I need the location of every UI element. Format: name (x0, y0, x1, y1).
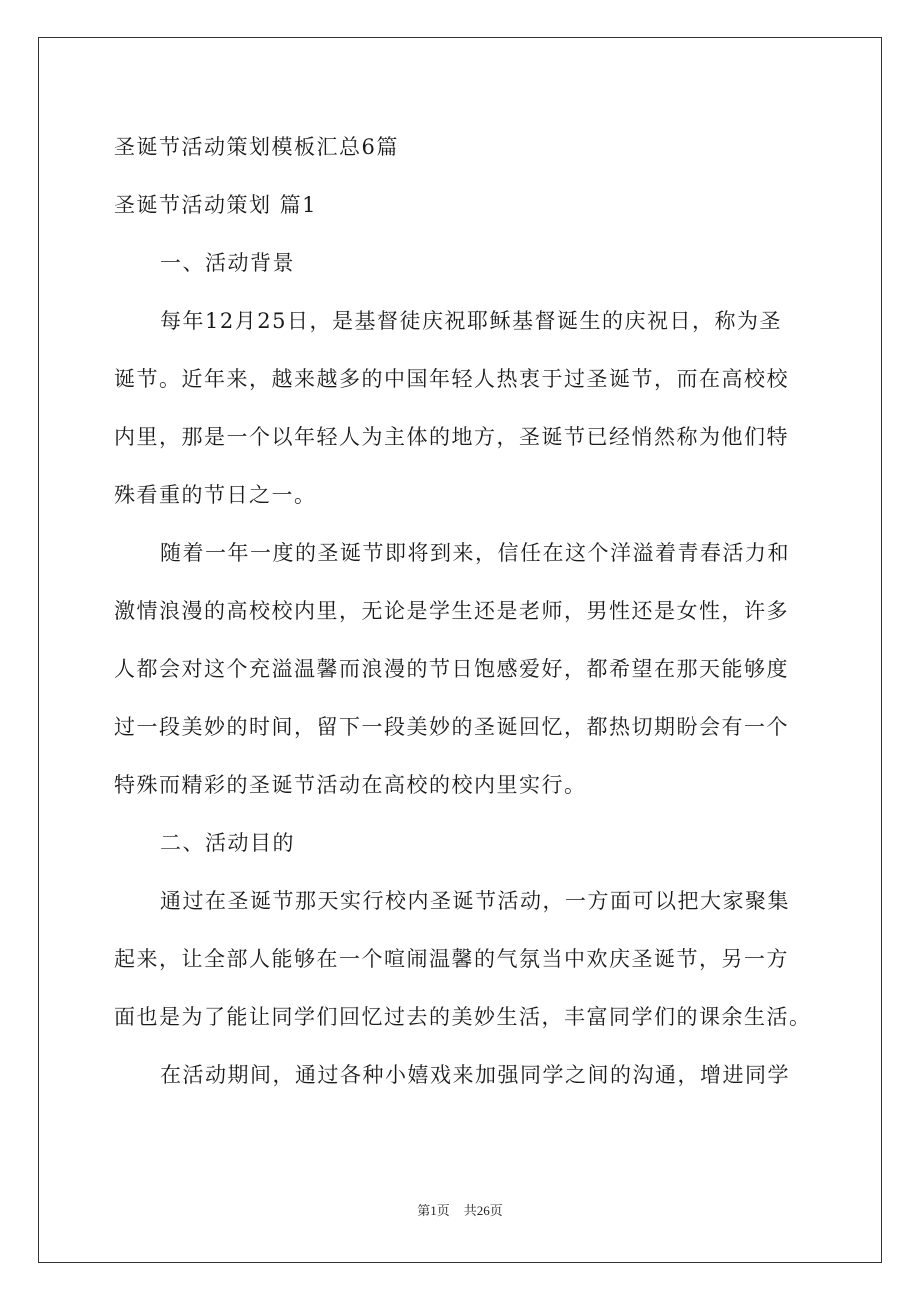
paragraph-line: 人都会对这个充溢温馨而浪漫的节日饱感爱好，都希望在那天能够度 (114, 657, 789, 681)
paragraph-line: 起来，让全部人能够在一个喧闹温馨的气氛当中欢庆圣诞节，另一方 (114, 947, 789, 971)
paragraph-line: 殊看重的节日之一。 (114, 483, 317, 507)
paragraph-line: 在活动期间，通过各种小嬉戏来加强同学之间的沟通，增进同学 (160, 1063, 790, 1087)
document-title: 圣诞节活动策划模板汇总6篇 (114, 135, 399, 159)
document-subtitle: 圣诞节活动策划 篇1 (114, 193, 318, 217)
section-heading-purpose: 二、活动目的 (160, 831, 295, 855)
paragraph-activities (114, 1046, 814, 1104)
paragraph-line: 每年12月25日，是基督徒庆祝耶稣基督诞生的庆祝日，称为圣 (160, 309, 782, 333)
page-number: 第1页 (417, 1203, 450, 1218)
paragraph-line: 过一段美妙的时间，留下一段美妙的圣诞回忆，都热切期盼会有一个 (114, 715, 789, 739)
paragraph-line: 激情浪漫的高校校内里，无论是学生还是老师，男性还是女性，许多 (114, 599, 789, 623)
page-footer (0, 1203, 920, 1219)
paragraph-line: 随着一年一度的圣诞节即将到来，信任在这个洋溢着青春活力和 (160, 541, 790, 565)
paragraph-expectation (114, 524, 814, 814)
paragraph-line: 面也是为了能让同学们回忆过去的美妙生活，丰富同学们的课余生活。 (114, 1005, 812, 1029)
paragraph-purpose (114, 872, 814, 1046)
paragraph-background (114, 292, 814, 524)
paragraph-line: 内里，那是一个以年轻人为主体的地方，圣诞节已经悄然称为他们特 (114, 425, 789, 449)
section-heading-background: 一、活动背景 (160, 251, 295, 275)
paragraph-line: 通过在圣诞节那天实行校内圣诞节活动，一方面可以把大家聚集 (160, 889, 790, 913)
page-total: 共26页 (463, 1203, 503, 1218)
paragraph-line: 特殊而精彩的圣诞节活动在高校的校内里实行。 (114, 773, 587, 797)
document-body (114, 118, 814, 1104)
paragraph-line: 诞节。近年来，越来越多的中国年轻人热衷于过圣诞节，而在高校校 (114, 367, 789, 391)
